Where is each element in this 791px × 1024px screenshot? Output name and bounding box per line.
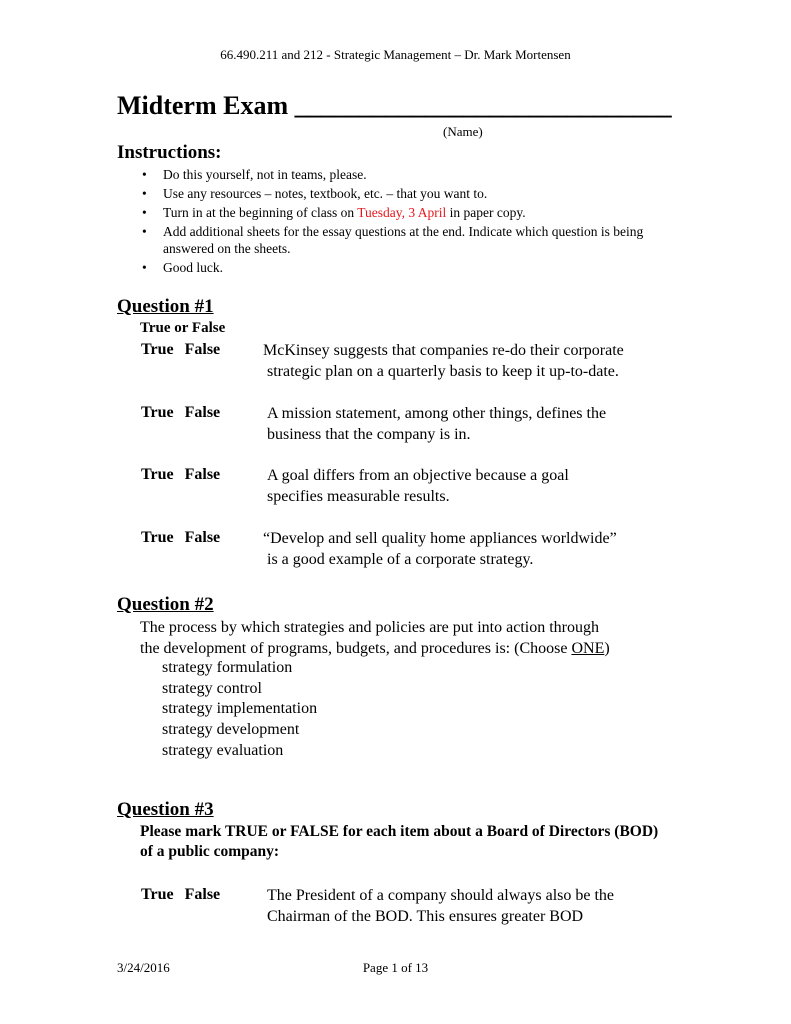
instruction-item: • Add additional sheets for the essay questions at the end. Indicate which question is being answered on the sheets.	[142, 224, 644, 256]
emphasis-one: ONE	[571, 640, 605, 657]
instructions-heading: Instructions:	[117, 142, 222, 163]
question-statement: The President of a company should always also be the Chairman of the BOD. This ensures greater BOD	[267, 887, 615, 925]
question-statement: A goal differs from an objective because a goal specifies measurable results.	[267, 467, 569, 505]
footer-date: 3/24/2016	[117, 960, 170, 975]
true-false-choice	[140, 886, 220, 904]
instructions-list	[140, 166, 680, 278]
question-2-prompt: The process by which strategies and policies are put into action through the development of programs, budgets, and procedures is: (Choose ONE)	[140, 619, 610, 657]
true-option[interactable]: True	[141, 886, 174, 903]
true-false-choice	[140, 341, 220, 359]
false-option[interactable]: False	[184, 466, 221, 483]
page-number: Page 1 of 13	[362, 960, 429, 975]
option-item[interactable]: strategy implementation	[162, 700, 318, 718]
question-1-heading: Question #1	[117, 296, 214, 317]
instruction-item: • Use any resources – notes, textbook, etc. – that you want to.	[142, 186, 488, 201]
true-false-choice	[140, 529, 220, 547]
question-statement: McKinsey suggests that companies re-do their corporate strategic plan on a quarterly basis to keep it up-to-date.	[263, 342, 624, 380]
bullet-icon: •	[142, 224, 147, 239]
question-1-subheading: True or False	[140, 320, 226, 336]
instruction-item: • Good luck.	[142, 260, 223, 275]
true-option[interactable]: True	[141, 341, 174, 358]
page-title	[117, 91, 672, 121]
question-3-prompt: Please mark TRUE or FALSE for each item about a Board of Directors (BOD) of a public company:	[140, 823, 659, 860]
option-item[interactable]: strategy formulation	[162, 659, 293, 676]
question-3-heading: Question #3	[117, 799, 214, 820]
option-item[interactable]: strategy control	[162, 679, 262, 697]
title-label: Midterm Exam	[117, 91, 289, 120]
question-statement: “Develop and sell quality home appliances worldwide” is a good example of a corporate strategy.	[263, 530, 617, 568]
false-option[interactable]: False	[184, 341, 221, 358]
option-item[interactable]: strategy development	[162, 721, 300, 739]
true-option[interactable]: True	[141, 529, 174, 546]
name-blank: _____________________________	[294, 91, 672, 120]
false-option[interactable]: False	[184, 404, 221, 421]
question-2-options	[140, 658, 317, 762]
document-header: 66.490.211 and 212 - Strategic Management – Dr. Mark Mortensen	[220, 47, 571, 62]
false-option[interactable]: False	[184, 886, 221, 903]
true-false-choice	[140, 404, 220, 422]
question-2-heading: Question #2	[117, 594, 214, 615]
option-item[interactable]: strategy evaluation	[162, 741, 284, 759]
due-date: Tuesday, 3 April	[357, 205, 447, 220]
question-statement: A mission statement, among other things, defines the business that the company is in.	[267, 405, 607, 443]
bullet-icon: •	[142, 260, 147, 275]
true-false-choice	[140, 466, 220, 484]
bullet-icon: •	[142, 186, 147, 201]
instruction-item: • Turn in at the beginning of class on Tuesday, 3 April in paper copy.	[142, 205, 526, 220]
name-field-label: (Name)	[443, 124, 483, 139]
bullet-icon: •	[142, 205, 147, 220]
instruction-item: • Do this yourself, not in teams, please.	[142, 167, 367, 182]
true-option[interactable]: True	[141, 466, 174, 483]
bullet-icon: •	[142, 167, 147, 182]
true-option[interactable]: True	[141, 404, 174, 421]
false-option[interactable]: False	[184, 529, 221, 546]
